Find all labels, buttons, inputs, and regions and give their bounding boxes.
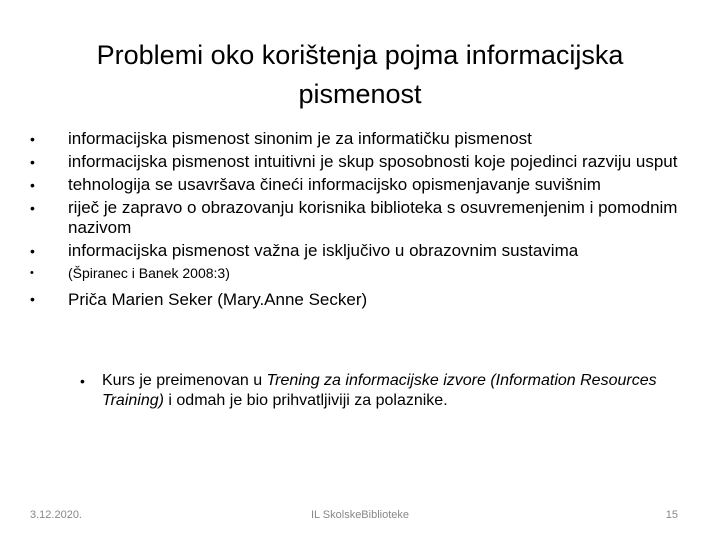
bullet-icon: • (30, 267, 34, 279)
citation-text: (Špiranec i Banek 2008:3) (68, 265, 230, 281)
bullet-text: informacijska pismenost sinonim je za informatičku pismenost (68, 129, 532, 148)
footer-date: 3.12.2020. (30, 509, 82, 521)
bullet-text: informacijska pismenost intuitivni je skup sposobnosti koje pojedinci razviju usput (68, 152, 678, 171)
bullet-item (30, 175, 690, 195)
slide-title: Problemi oko korištenja pojma informacijska pismenost (96, 40, 624, 109)
sub-bullet-prefix: Kurs je preimenovan u (102, 372, 267, 389)
bullet-item (30, 152, 690, 172)
bullet-text: riječ je zapravo o obrazovanju korisnika biblioteka s osuvremenjenim i pomodnim nazivom (68, 198, 678, 237)
bullet-item (30, 129, 690, 149)
sub-bullet-item (80, 371, 680, 411)
bullet-icon: • (80, 373, 85, 389)
page-number: 15 (665, 509, 678, 521)
bullet-item (30, 198, 690, 238)
bullet-icon: • (30, 200, 35, 216)
bullet-text: informacijska pismenost važna je isključivo u obrazovnim sustavima (68, 241, 579, 260)
sub-bullet-list (80, 371, 680, 411)
sub-bullet-suffix: i odmah je bio prihvatljiviji za polaznike. (163, 392, 448, 409)
bullet-text: tehnologija se usavršava čineći informacijsko opismenjavanje suvišnim (68, 175, 601, 194)
bullet-item (30, 241, 690, 261)
bullet-icon: • (30, 154, 35, 170)
bullet-list (30, 129, 690, 314)
bullet-icon: • (30, 177, 35, 193)
story-bullet-text: Priča Marien Seker (Mary.Anne Secker) (68, 290, 368, 309)
course-name: Trening za informacijske izvore (Information Resources Training) (102, 372, 657, 409)
bullet-icon: • (30, 291, 35, 307)
footer-center: IL SkolskeBiblioteke (310, 509, 410, 521)
bullet-icon: • (30, 243, 35, 259)
bullet-icon: • (30, 131, 35, 147)
citation-item (30, 264, 690, 283)
story-bullet-item (30, 289, 690, 311)
